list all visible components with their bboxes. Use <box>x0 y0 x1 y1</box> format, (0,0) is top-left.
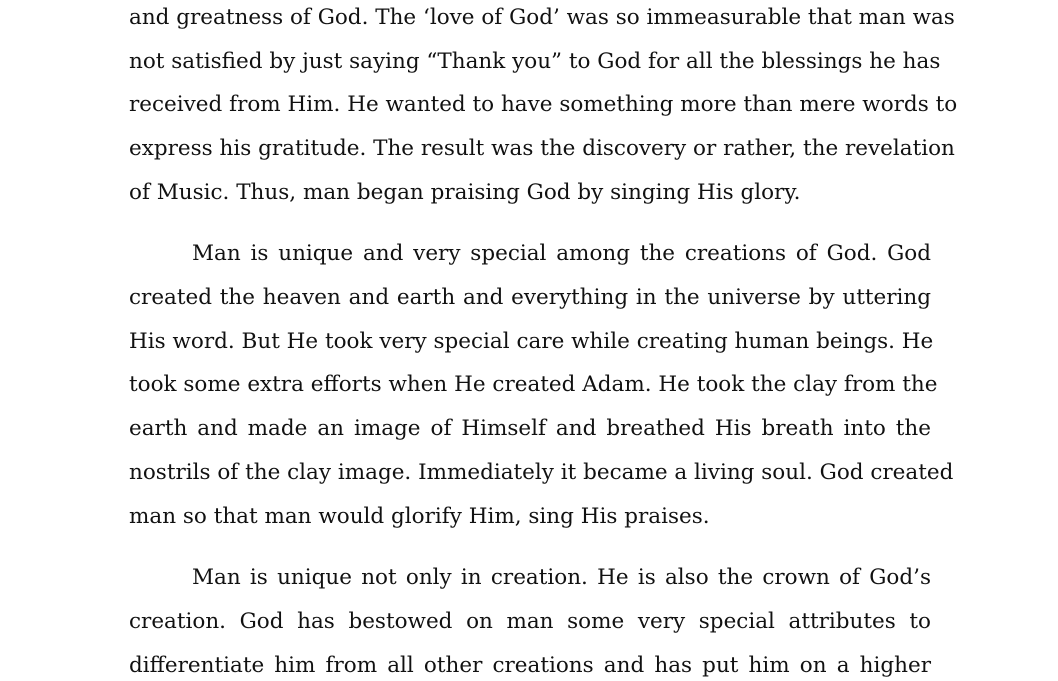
text-line: man so that man would glorify Him, sing His praises. <box>129 504 710 529</box>
text-line: not satisfied by just saying “Thank you” to God for all the blessings he has <box>129 49 941 74</box>
text-line: took some extra efforts when He created Adam. He took the clay from the <box>129 372 938 397</box>
text-line: created the heaven and earth and everything in the universe by uttering <box>129 285 931 310</box>
text-line: earth and made an image of Himself and breathed His breath into the <box>129 416 931 441</box>
text-line: His word. But He took very special care while creating human beings. He <box>129 329 934 354</box>
text-line: Man is unique not only in creation. He is also the crown of God’s <box>192 565 931 590</box>
text-line: express his gratitude. The result was the discovery or rather, the revelation <box>129 136 955 161</box>
text-line: differentiate him from all other creations and has put him on a higher <box>129 653 931 678</box>
text-line: Man is unique and very special among the creations of God. God <box>192 241 931 266</box>
text-line: received from Him. He wanted to have something more than mere words to <box>129 92 958 117</box>
text-line: of Music. Thus, man began praising God by singing His glory. <box>129 180 801 205</box>
text-line: nostrils of the clay image. Immediately it became a living soul. God created <box>129 460 954 485</box>
text-line: creation. God has bestowed on man some very special attributes to <box>129 609 931 634</box>
text-line: and greatness of God. The ‘love of God’ was so immeasurable that man was <box>129 5 955 30</box>
